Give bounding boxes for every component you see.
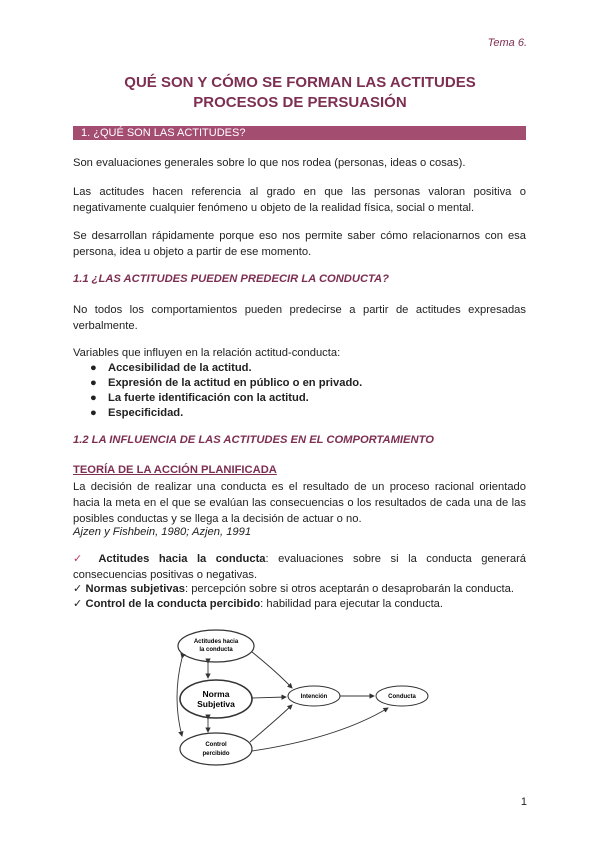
label-conducta: Conducta xyxy=(388,694,416,700)
list-item: ● Accesibilidad de la actitud. xyxy=(90,362,252,374)
paragraph-3: Se desarrollan rápidamente porque eso nos permite saber cómo relacionarnos con esa persona, idea u objeto a partir de ese momento. xyxy=(73,230,526,258)
label-actitudes-1: Actitudes hacia xyxy=(193,639,239,645)
label-control-1: Control xyxy=(205,742,227,748)
paragraph-2: Las actitudes hacen referencia al grado en que las personas valoran positiva o negativamente cualquier fenómeno u objeto de la realidad física, social o mental. xyxy=(73,186,526,214)
check-item-1: ✓ Actitudes hacia la conducta: evaluaciones sobre si la conducta generará consecuencias positivas o negativas. xyxy=(73,553,527,581)
subsection-1-2-heading: 1.2 LA INFLUENCIA DE LAS ACTITUDES EN EL COMPORTAMIENTO xyxy=(73,434,434,446)
teoria-citation: Ajzen y Fishbein, 1980; Azjen, 1991 xyxy=(73,526,252,538)
paragraph-4: No todos los comportamientos pueden predecirse a partir de actitudes expresadas verbalmente. xyxy=(73,304,526,332)
label-intencion: Intención xyxy=(300,694,328,700)
check-icon: ✓ xyxy=(73,598,83,610)
title-line-1: QUÉ SON Y CÓMO SE FORMAN LAS ACTITUDES xyxy=(124,74,476,91)
ellipse-control xyxy=(180,733,252,765)
variables-list xyxy=(90,361,362,421)
arrow-control-conducta xyxy=(252,708,388,751)
check-icon: ✓ xyxy=(73,553,89,565)
teoria-heading: TEORÍA DE LA ACCIÓN PLANIFICADA xyxy=(73,464,277,476)
label-actitudes-2: la conducta xyxy=(199,647,233,653)
arrow-norma-intencion xyxy=(252,697,286,698)
arrow-actitudes-intencion xyxy=(252,652,292,688)
ellipse-actitudes xyxy=(178,630,254,662)
label-norma-1: Norma xyxy=(202,689,230,699)
label-control-2: percibido xyxy=(202,751,230,757)
page-number: 1 xyxy=(520,796,527,808)
arrow-control-intencion xyxy=(250,705,292,742)
header-tema: Tema 6. xyxy=(487,37,527,49)
subsection-1-1-heading: 1.1 ¿LAS ACTITUDES PUEDEN PREDECIR LA CONDUCTA? xyxy=(73,273,389,285)
title-line-2: PROCESOS DE PERSUASIÓN xyxy=(193,94,407,111)
document-title xyxy=(0,73,600,113)
bullet-icon: ● xyxy=(90,362,97,374)
check-item-3: ✓ Control de la conducta percibido: habilidad para ejecutar la conducta. xyxy=(73,598,444,610)
section-1-heading: 1. ¿QUÉ SON LAS ACTITUDES? xyxy=(73,126,526,140)
bullet-icon: ● xyxy=(90,392,97,404)
label-norma-2: Subjetiva xyxy=(197,699,235,709)
list-item: ● La fuerte identificación con la actitud. xyxy=(90,392,309,404)
list-item: ● Especificidad. xyxy=(90,407,184,419)
teoria-text: La decisión de realizar una conducta es el resultado de un proceso racional orientado hacia la meta en el que se evalúan las consecuencias o los resultados de cada una de las posibles conductas y se llega a la decisión de actuar o no. xyxy=(73,481,526,525)
check-item-2: ✓ Normas subjetivas: percepción sobre si otros aceptarán o desaprobarán la conducta. xyxy=(73,583,514,595)
planned-behavior-diagram xyxy=(168,628,440,770)
variables-intro: Variables que influyen en la relación actitud-conducta: xyxy=(73,347,341,359)
bullet-icon: ● xyxy=(90,377,97,389)
paragraph-1: Son evaluaciones generales sobre lo que nos rodea (personas, ideas o cosas). xyxy=(73,157,466,169)
list-item: ● Expresión de la actitud en público o en privado. xyxy=(90,377,363,389)
bullet-icon: ● xyxy=(90,407,97,419)
check-icon: ✓ xyxy=(73,583,83,595)
